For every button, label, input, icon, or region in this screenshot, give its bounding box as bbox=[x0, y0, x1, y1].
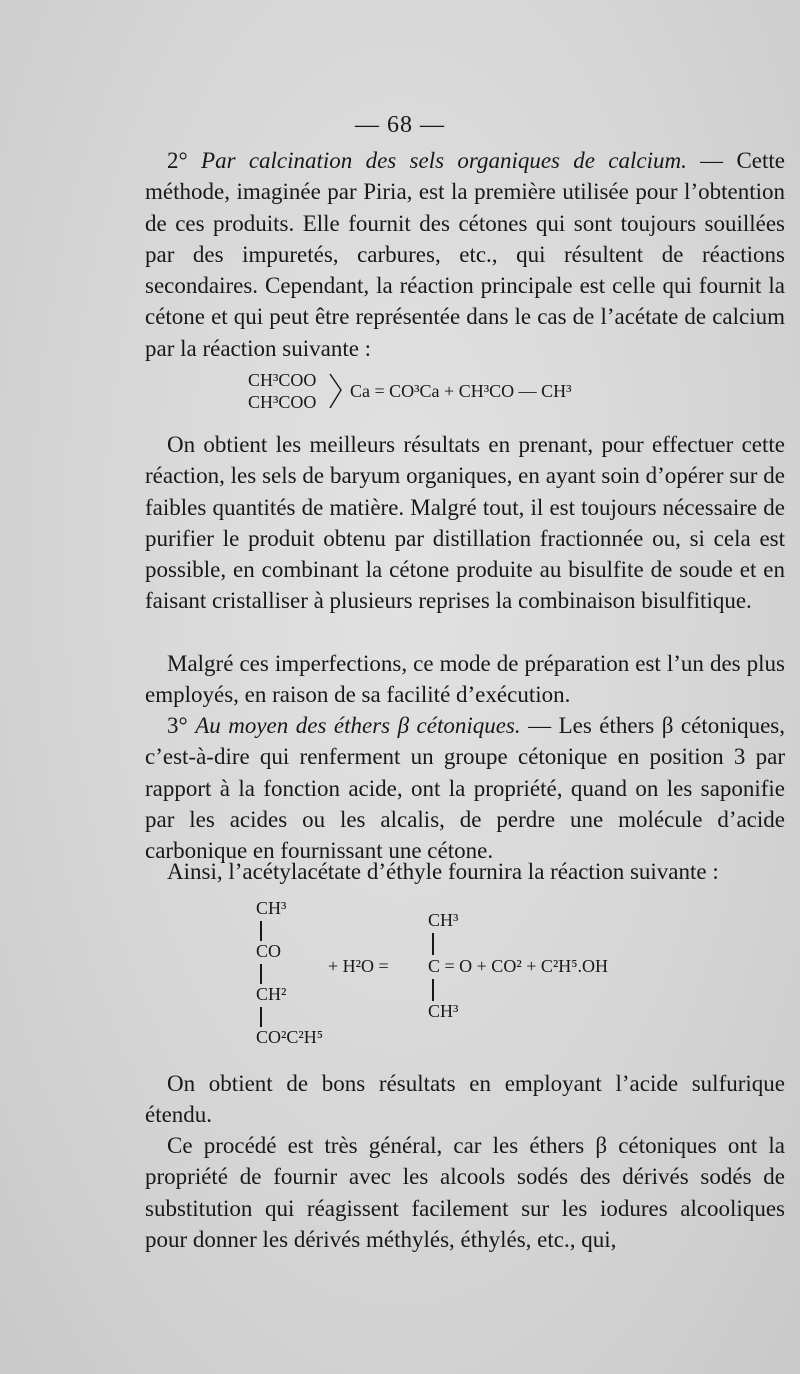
formula-2-left-3: CH² bbox=[256, 984, 287, 1004]
formula-2-bond-5 bbox=[432, 979, 434, 1001]
ainsi-paragraph: Ainsi, l’acétylacétate d’éthyle fournira la réaction suivante : bbox=[167, 859, 719, 884]
formula-2-bond-2 bbox=[260, 964, 262, 984]
section-3-title: Au moyen des éthers β cétoniques. bbox=[195, 713, 521, 738]
formula-2-bond-3 bbox=[260, 1007, 262, 1027]
formula-2-center-bottom: CH³ bbox=[428, 1001, 459, 1021]
results-paragraph: On obtient les meilleurs résultats en prenant, pour effectuer cette réaction, les sels de baryum organiques, en ayant soin d’opérer sur de faibles quantités de matière. Malgré tout, il est toujours nécessaire de purifier le produit obtenu par distillation fractionnée ou, si cela est possible, en combinant la cétone produite au bisulfite de soude et en faisant cristalliser à plusieurs reprises la combinaison bisulfitique. bbox=[145, 432, 785, 614]
procede-paragraph: Ce procédé est très général, car les éthers β cétoniques ont la propriété de fournir avec les alcools sodés des dérivés sodés de substitution qui réagissent facilement sur les iodures alcooliques pour donner les dérivés méthylés, éthylés, etc., qui, bbox=[145, 1133, 785, 1252]
formula-2-middle: + H²O = bbox=[328, 956, 389, 976]
section-2-text: — Cette méthode, imaginée par Piria, est la première utilisée pour l’obtention de ces produits. Elle fournit des cétones qui sont toujours souillées par des impuretés, carbures, etc., qui résultent de réactions secondaires. Cependant, la réaction principale est celle qui fournit la cétone et qui peut être représentée dans le cas de l’acétate de calcium par la réaction suivante : bbox=[145, 148, 785, 361]
formula-2-left-2: CO bbox=[256, 941, 282, 961]
formula-2-left-4: CO²C²H⁵ bbox=[256, 1027, 324, 1047]
imperfections-paragraph: Malgré ces imperfections, ce mode de préparation est l’un des plus employés, en raison de sa facilité d’exécution. bbox=[145, 651, 785, 708]
page-number: — 68 — bbox=[355, 112, 445, 138]
section-2-number: 2° bbox=[167, 148, 188, 173]
section-3-text: — Les éthers β cétoniques, c’est-à-dire qui renferment un groupe cétonique en position 3 par rapport à la fonction acide, ont la propriété, quand on les saponifie par les acides ou les alcalis, de perdre une molécule d’acide carbonique en fournissant une cétone. bbox=[145, 713, 786, 864]
formula-2-center-top: CH³ bbox=[428, 910, 459, 930]
formula-1-top: CH³COO bbox=[248, 370, 317, 390]
formula-2-bond-4 bbox=[432, 933, 434, 955]
formula-2-center-mid: C = O + CO² + C²H⁵.OH bbox=[428, 956, 609, 976]
formula-1-bottom: CH³COO bbox=[248, 392, 317, 412]
formula-2-bond-1 bbox=[260, 921, 262, 941]
section-3-number: 3° bbox=[167, 713, 188, 738]
formula-1-rest: Ca = CO³Ca + CH³CO — CH³ bbox=[350, 381, 572, 401]
section-3-paragraph bbox=[145, 710, 785, 866]
section-2-title: Par calcination des sels organiques de calcium. bbox=[201, 148, 687, 173]
formula-2-left-1: CH³ bbox=[256, 898, 287, 918]
formula-1-brace bbox=[328, 370, 344, 414]
section-2-paragraph bbox=[145, 145, 785, 364]
sulfurique-paragraph: On obtient de bons résultats en employant l’acide sulfurique étendu. bbox=[145, 1071, 785, 1128]
